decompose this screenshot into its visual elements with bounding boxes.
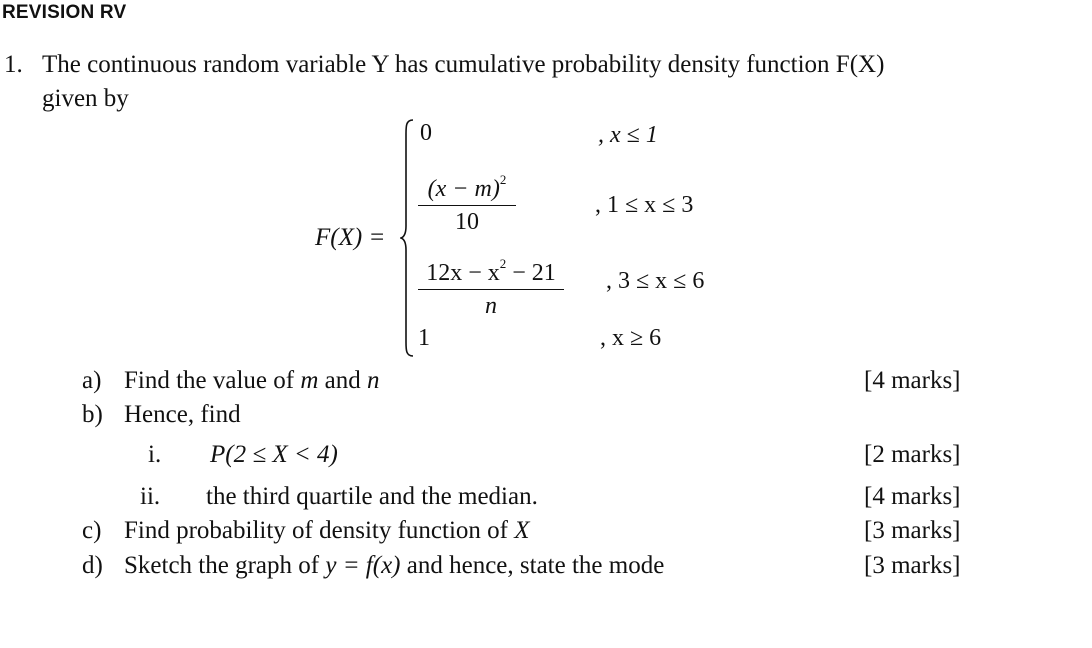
part-d-marks: [3 marks] [864,552,961,579]
case-2-exponent: 2 [499,172,507,187]
case-1-condition: , x ≤ 1 [598,122,658,148]
part-b-label: b) [82,401,103,428]
part-b-i-marks: [2 marks] [864,441,961,468]
part-b-i-text: P(2 ≤ X < 4) [210,441,338,468]
question-number: 1. [4,51,23,78]
function-label: F(X) = [315,224,386,251]
part-b-ii-text: the third quartile and the median. [206,483,538,510]
part-d-text: Sketch the graph of y = f(x) and hence, state the mode [124,552,665,579]
case-2-fraction [418,166,516,236]
part-a-label: a) [82,367,102,394]
question-intro: The continuous random variable Y has cumulative probability density function F(X) [42,51,885,78]
part-a-marks: [4 marks] [864,367,961,394]
fraction-bar [418,289,564,290]
part-a-text: Find the value of m and n [124,367,380,394]
question-intro-continued: given by [42,85,129,112]
case-4-condition: , x ≥ 6 [600,325,662,351]
part-b-i-label: i. [148,441,162,468]
part-c-marks: [3 marks] [864,517,961,544]
case-1-expression: 0 [420,120,432,146]
part-c-text: Find probability of density function of X [124,517,530,544]
left-brace-icon [400,118,414,358]
fraction-bar [418,205,516,206]
part-b-ii-label: ii. [140,483,161,510]
case-3-condition: , 3 ≤ x ≤ 6 [606,268,705,294]
page-title: REVISION RV [2,2,127,23]
case-2-condition: , 1 ≤ x ≤ 3 [595,192,694,218]
part-b-text: Hence, find [124,401,241,428]
case-3-numerator-a: 12x − x [426,260,500,286]
case-2-denominator: 10 [455,209,479,235]
part-d-label: d) [82,552,103,579]
case-3-exponent: 2 [499,256,507,271]
part-c-label: c) [82,517,102,544]
case-3-denominator: n [485,293,497,319]
case-4-expression: 1 [418,325,430,351]
case-3-fraction [418,250,564,320]
case-3-numerator-b: − 21 [506,260,556,286]
case-2-numerator: (x − m) [427,176,500,202]
part-b-ii-marks: [4 marks] [864,483,961,510]
